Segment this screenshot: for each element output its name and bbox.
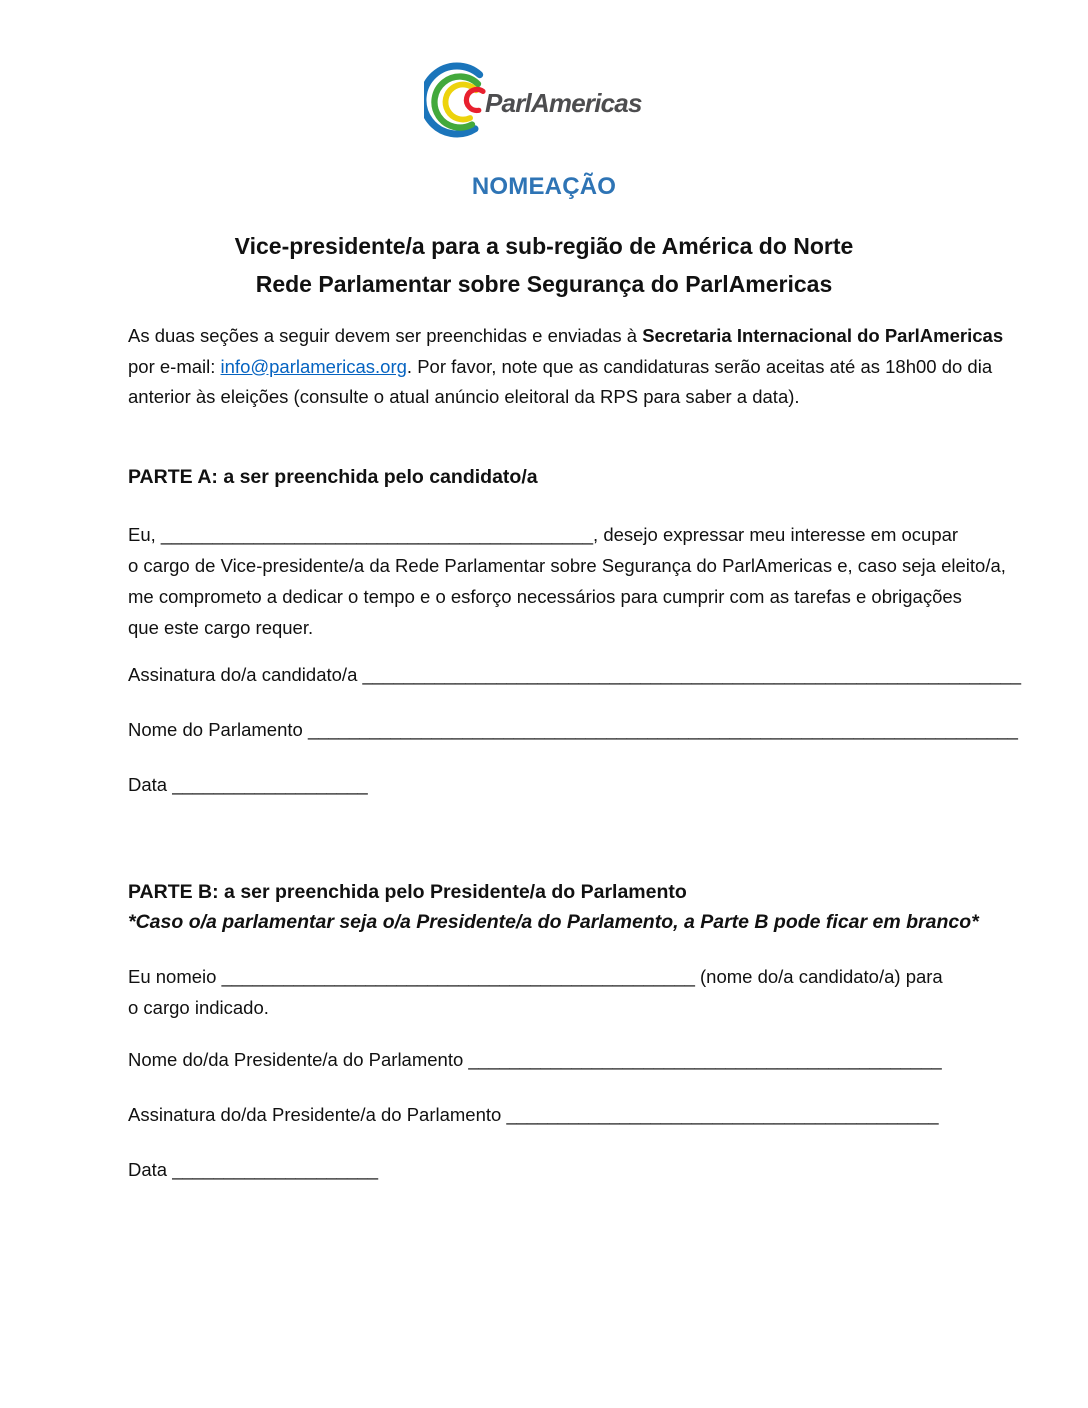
logo: [0, 58, 1088, 146]
title-line-2: Rede Parlamentar sobre Segurança do ParlAmericas: [255, 271, 833, 297]
parte-a-statement-line-4: que este cargo requer.: [128, 617, 314, 638]
intro-line2-text: por e-mail:: [128, 355, 221, 377]
title-line-1: Vice-presidente/a para a sub-região de América do Norte: [234, 233, 854, 259]
parte-a-statement-line-3: me comprometo a dedicar o tempo e o esforço necessários para cumprir com as tarefas e obrigações: [128, 586, 962, 607]
intro-line2-post-text: . Por favor, note que as candidaturas serão aceitas até as 18h00 do dia: [406, 355, 993, 377]
secretariat-bold-text: Secretaria Internacional do ParlAmericas: [642, 325, 1004, 346]
parte-b-nomination: [128, 961, 943, 1023]
intro-paragraph: [128, 321, 1003, 413]
logo-text: ParlAmericas: [485, 88, 642, 118]
email-link[interactable]: info@parlamericas.org: [220, 355, 407, 377]
parliament-name-line: Nome do Parlamento _____________________________________________________________________: [128, 719, 1018, 740]
parte-a-statement-line-1: Eu, __________________________________________, desejo expressar meu interesse em ocupar: [128, 524, 959, 545]
nomination-line-2: o cargo indicado.: [128, 997, 269, 1018]
parte-a-statement-line-2: o cargo de Vice-presidente/a da Rede Parlamentar sobre Segurança do ParlAmericas e, caso seja eleito/a,: [128, 555, 1006, 576]
parte-b-note: *Caso o/a parlamentar seja o/a Presidente/a do Parlamento, a Parte B pode ficar em branco*: [128, 911, 979, 933]
page-heading: NOMEAÇÃO: [471, 173, 617, 200]
parte-b-heading: PARTE B: a ser preenchida pelo Presidente/a do Parlamento: [128, 881, 687, 903]
president-name-line: Nome do/da Presidente/a do Parlamento ______________________________________________: [128, 1049, 942, 1070]
parte-a-heading: PARTE A: a ser preenchida pelo candidato/a: [128, 466, 538, 488]
parte-a-paragraph: [128, 519, 1006, 643]
intro-line-2: [128, 352, 1003, 383]
parte-a-date-line: Data ___________________: [128, 774, 368, 795]
nomination-line-1: Eu nomeio ______________________________________________ (nome do/a candidato/a) para: [128, 966, 943, 987]
intro-line-1: [128, 321, 1003, 352]
parlamericas-logo-icon: [424, 58, 664, 146]
document-title: [0, 227, 1088, 303]
president-signature-line: Assinatura do/da Presidente/a do Parlamento __________________________________________: [128, 1104, 939, 1125]
intro-line1-text: As duas seções a seguir devem ser preenchidas e enviadas à: [128, 325, 643, 346]
parte-b-date-line: Data ____________________: [128, 1159, 378, 1180]
candidate-signature-line: Assinatura do/a candidato/a ________________________________________________________________: [128, 664, 1021, 685]
intro-line-3: anterior às eleições (consulte o atual anúncio eleitoral da RPS para saber a data).: [128, 386, 800, 407]
